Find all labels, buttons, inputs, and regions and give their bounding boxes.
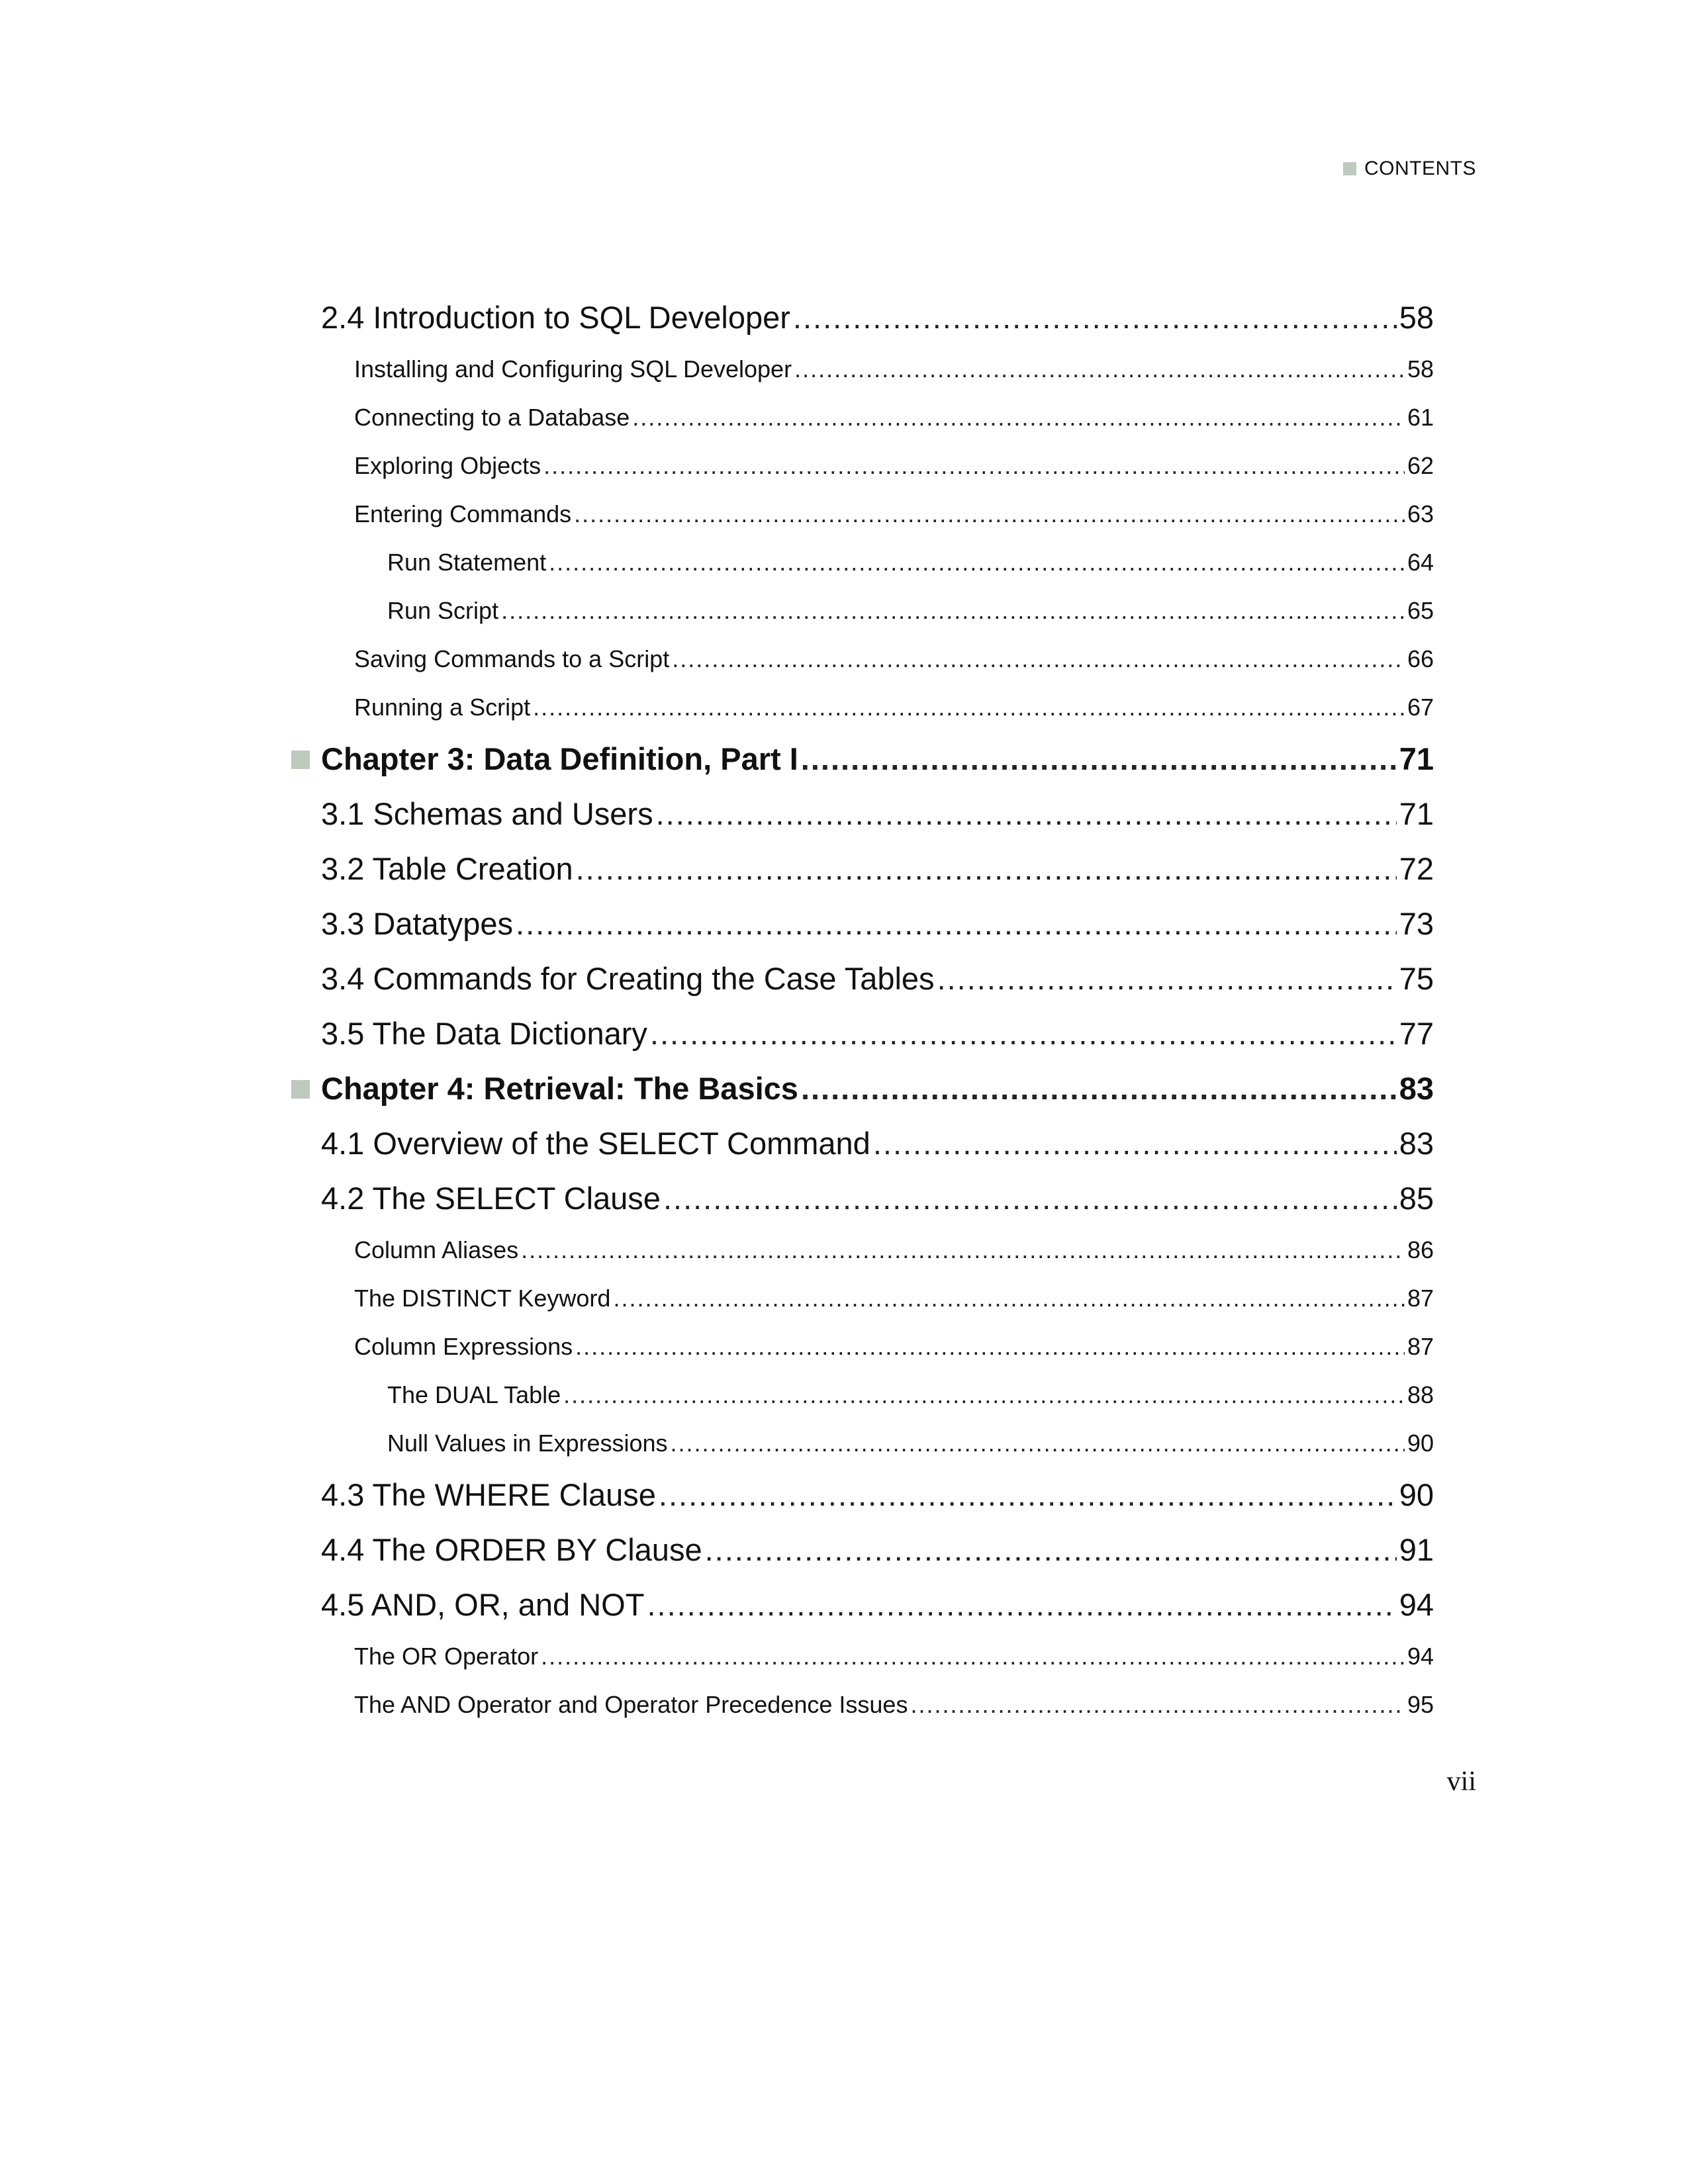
toc-entry-title: 3.1 Schemas and Users xyxy=(321,796,653,831)
toc-entry-page: 71 xyxy=(1399,741,1434,776)
dot-leader xyxy=(873,1116,1397,1171)
toc-entry-page: 71 xyxy=(1399,796,1434,831)
toc-entry-title: 4.1 Overview of the SELECT Command xyxy=(321,1126,870,1161)
toc-entry-title: The AND Operator and Operator Precedence Issues xyxy=(354,1691,908,1718)
toc-entry-title: Run Statement xyxy=(387,549,547,576)
toc-entry-page: 87 xyxy=(1407,1333,1434,1360)
dot-leader xyxy=(647,1577,1396,1632)
dot-leader xyxy=(801,1061,1397,1116)
toc-entry-title: 3.4 Commands for Creating the Case Tables xyxy=(321,961,935,996)
dot-leader xyxy=(705,1522,1397,1577)
toc-entry-title: Entering Commands xyxy=(354,500,572,527)
toc-entry-page: 83 xyxy=(1399,1126,1434,1161)
dot-leader xyxy=(574,490,1405,538)
toc-entry-page: 85 xyxy=(1399,1181,1434,1216)
toc-entry[interactable] xyxy=(0,1171,1688,1226)
toc-entry-title: Null Values in Expressions xyxy=(387,1430,668,1457)
toc-entry-title: The DUAL Table xyxy=(387,1381,561,1408)
toc-entry-page: 86 xyxy=(1407,1236,1434,1263)
chapter-square-icon xyxy=(291,751,310,769)
toc-entry-page: 73 xyxy=(1399,906,1434,941)
toc-entry-title: 4.2 The SELECT Clause xyxy=(321,1181,661,1216)
toc-entry-page: 91 xyxy=(1399,1532,1434,1567)
dot-leader xyxy=(793,290,1397,345)
toc-entry-page: 58 xyxy=(1407,355,1434,383)
toc-entry-title: 2.4 Introduction to SQL Developer xyxy=(321,300,790,335)
toc-entry[interactable] xyxy=(0,786,1688,841)
toc-entry[interactable] xyxy=(0,1522,1688,1577)
toc-entry[interactable] xyxy=(0,841,1688,896)
dot-leader xyxy=(910,1680,1405,1729)
running-header-title: CONTENTS xyxy=(1364,158,1476,179)
toc-entry[interactable] xyxy=(0,1116,1688,1171)
toc-entry[interactable] xyxy=(0,951,1688,1006)
toc-entry-title: 3.3 Datatypes xyxy=(321,906,514,941)
toc-entry[interactable] xyxy=(0,586,1688,635)
toc-entry-page: 65 xyxy=(1407,597,1434,624)
toc-entry-title: Exploring Objects xyxy=(354,452,541,479)
toc-entry-title: 4.5 AND, OR, and NOT xyxy=(321,1587,645,1622)
toc-entry-title: 4.3 The WHERE Clause xyxy=(321,1477,656,1512)
toc-entry[interactable] xyxy=(0,1226,1688,1274)
toc-entry-page: 64 xyxy=(1407,549,1434,576)
dot-leader xyxy=(576,841,1397,896)
dot-leader xyxy=(659,1467,1397,1522)
dot-leader xyxy=(656,786,1397,841)
toc-entry-page: 90 xyxy=(1407,1430,1434,1457)
toc-entry-page: 63 xyxy=(1407,500,1434,527)
toc-entry-title: 3.5 The Data Dictionary xyxy=(321,1016,647,1051)
toc-entry-title: Run Script xyxy=(387,597,499,624)
dot-leader xyxy=(671,1419,1405,1467)
dot-leader xyxy=(672,635,1405,683)
dot-leader xyxy=(543,441,1405,490)
toc-entry-page: 72 xyxy=(1399,851,1434,886)
dot-leader xyxy=(516,896,1397,951)
toc-entry[interactable] xyxy=(0,538,1688,586)
dot-leader xyxy=(549,538,1405,586)
toc-entry-page: 75 xyxy=(1399,961,1434,996)
toc-entry-page: 61 xyxy=(1407,404,1434,431)
toc-entry-title: The DISTINCT Keyword xyxy=(354,1285,611,1312)
toc-entry-page: 88 xyxy=(1407,1381,1434,1408)
toc-entry[interactable] xyxy=(0,1419,1688,1467)
toc-entry-page: 87 xyxy=(1407,1285,1434,1312)
dot-leader xyxy=(533,683,1405,731)
toc-entry[interactable] xyxy=(0,1467,1688,1522)
toc-entry-title: Running a Script xyxy=(354,694,531,721)
dot-leader xyxy=(613,1274,1405,1322)
dot-leader xyxy=(563,1371,1405,1419)
toc-entry-title: 3.2 Table Creation xyxy=(321,851,573,886)
toc-entry[interactable] xyxy=(0,1006,1688,1061)
toc-entry[interactable] xyxy=(0,290,1688,345)
toc-entry-page: 67 xyxy=(1407,694,1434,721)
dot-leader xyxy=(632,393,1405,441)
dot-leader xyxy=(794,345,1405,393)
toc-entry[interactable] xyxy=(0,683,1688,731)
toc-chapter-entry[interactable] xyxy=(0,731,1688,786)
header-square-icon xyxy=(1343,162,1356,175)
toc-entry[interactable] xyxy=(0,1632,1688,1680)
toc-entry-page: 62 xyxy=(1407,452,1434,479)
toc-entry-title: The OR Operator xyxy=(354,1643,539,1670)
toc-entry[interactable] xyxy=(0,1274,1688,1322)
toc-entry[interactable] xyxy=(0,490,1688,538)
toc-entry-title: Chapter 4: Retrieval: The Basics xyxy=(321,1071,798,1106)
running-header xyxy=(1343,158,1476,180)
dot-leader xyxy=(521,1226,1405,1274)
toc-entry-title: 4.4 The ORDER BY Clause xyxy=(321,1532,702,1567)
dot-leader xyxy=(663,1171,1397,1226)
dot-leader xyxy=(501,586,1405,635)
toc-entry-page: 94 xyxy=(1407,1643,1434,1670)
dot-leader xyxy=(575,1322,1405,1371)
toc-entry-page: 94 xyxy=(1399,1587,1434,1622)
toc-entry-page: 58 xyxy=(1399,300,1434,335)
toc-entry[interactable] xyxy=(0,345,1688,393)
toc-entry-page: 90 xyxy=(1399,1477,1434,1512)
toc-entry[interactable] xyxy=(0,441,1688,490)
toc-entry[interactable] xyxy=(0,1680,1688,1729)
dot-leader xyxy=(541,1632,1405,1680)
toc-entry[interactable] xyxy=(0,1371,1688,1419)
toc-entry-title: Chapter 3: Data Definition, Part I xyxy=(321,741,798,776)
toc-entry-title: Column Aliases xyxy=(354,1236,519,1263)
toc-entry-page: 66 xyxy=(1407,645,1434,672)
chapter-square-icon xyxy=(291,1080,310,1099)
toc-entry[interactable] xyxy=(0,393,1688,441)
toc-entry[interactable] xyxy=(0,1322,1688,1371)
page-number: vii xyxy=(1446,1766,1476,1797)
toc-entry[interactable] xyxy=(0,635,1688,683)
toc-entry-title: Saving Commands to a Script xyxy=(354,645,670,672)
toc-entry-page: 95 xyxy=(1407,1691,1434,1718)
toc-entry[interactable] xyxy=(0,896,1688,951)
toc-entry-title: Connecting to a Database xyxy=(354,404,630,431)
dot-leader xyxy=(801,731,1397,786)
toc-entry-page: 83 xyxy=(1399,1071,1434,1106)
toc-entry[interactable] xyxy=(0,1577,1688,1632)
toc-entry-page: 77 xyxy=(1399,1016,1434,1051)
toc-entry-title: Column Expressions xyxy=(354,1333,573,1360)
dot-leader xyxy=(937,951,1397,1006)
dot-leader xyxy=(650,1006,1397,1061)
table-of-contents xyxy=(0,290,1688,1729)
toc-chapter-entry[interactable] xyxy=(0,1061,1688,1116)
toc-entry-title: Installing and Configuring SQL Developer xyxy=(354,355,792,383)
